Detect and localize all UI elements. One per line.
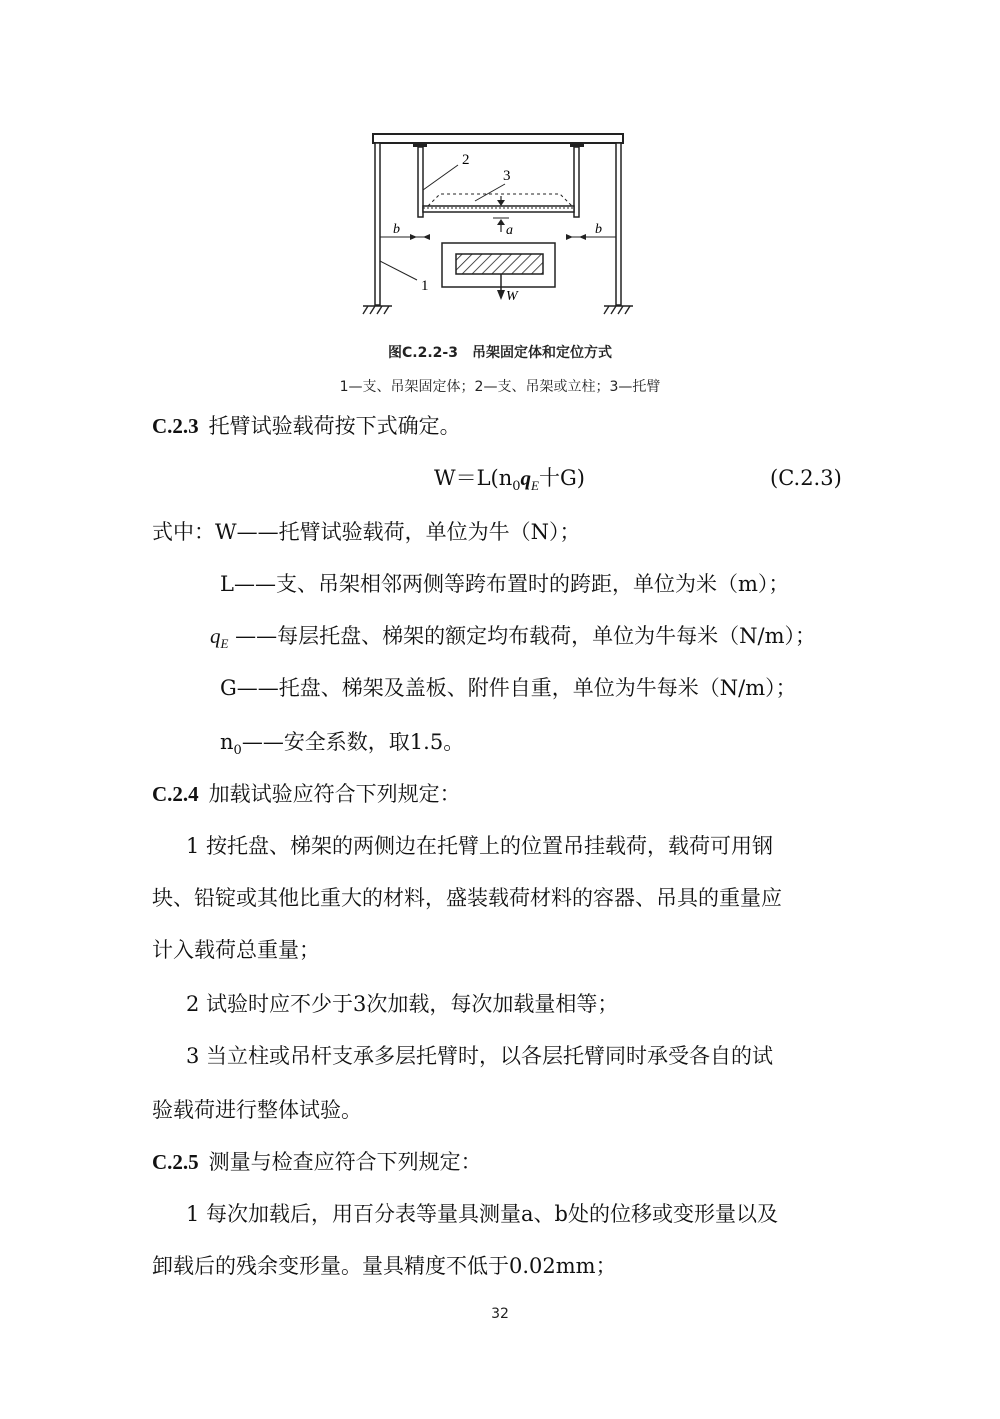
section-text: 托臂试验载荷按下式确定。 [208, 414, 461, 438]
c24-line-1: 1 按托盘、梯架的两侧边在托臂上的位置吊挂载荷，载荷可用钢 [186, 834, 774, 858]
label-2: 2 [462, 152, 470, 168]
label-3: 3 [503, 168, 511, 184]
figure-legend: 1—支、吊架固定体；2—支、吊架或立柱；3—托臂 [339, 379, 661, 395]
left-column [375, 143, 380, 305]
section-text: 加载试验应符合下列规定： [208, 782, 461, 806]
label-1: 1 [421, 278, 429, 294]
var-w: 式中：W——托臂试验载荷，单位为牛（N）； [152, 520, 581, 544]
c24-line-5: 3 当立柱或吊杆支承多层托臂时，以各层托臂同时承受各自的试 [186, 1044, 774, 1068]
section-c23-heading [152, 412, 461, 440]
load-block [456, 254, 543, 274]
right-column [616, 143, 621, 305]
label-a: a [506, 223, 513, 238]
page-number: 32 [491, 1306, 509, 1322]
label-b-left: b [393, 222, 400, 237]
label-w: W [506, 289, 518, 304]
var-qe: $q_E$ ——每层托盘、梯架的额定均布载荷，单位为牛每米（N/m）； [210, 624, 816, 652]
section-c25-heading [152, 1148, 482, 1176]
c24-line-4: 2 试验时应不少于3次加载，每次加载量相等； [186, 992, 619, 1016]
c24-line-6: 验载荷进行整体试验。 [152, 1098, 362, 1122]
section-c24-heading [152, 780, 461, 808]
c24-line-3: 计入载荷总重量； [152, 938, 320, 962]
var-n0: $n_0——$安全系数，取1.5。 [220, 730, 465, 759]
formula: $W=L(n_0q_E$十G) [434, 466, 585, 495]
top-beam [373, 134, 623, 143]
section-number: C.2.4 [152, 782, 199, 806]
section-number: C.2.5 [152, 1150, 199, 1174]
c25-line-1: 1 每次加载后，用百分表等量具测量a、b处的位移或变形量以及 [186, 1202, 778, 1226]
var-g: G——托盘、梯架及盖板、附件自重，单位为牛每米（N/m）； [220, 676, 797, 700]
section-number: C.2.3 [152, 414, 199, 438]
figure-caption: 图C.2.2-3 吊架固定体和定位方式 [388, 345, 612, 361]
section-text: 测量与检查应符合下列规定： [208, 1150, 482, 1174]
var-l: L——支、吊架相邻两侧等跨布置时的跨距，单位为米（m）； [220, 572, 790, 596]
bracket-arm [423, 206, 574, 212]
formula-number: (C.2.3) [770, 466, 842, 490]
hanger-diagram [360, 128, 640, 323]
c25-line-2: 卸载后的残余变形量。量具精度不低于0.02mm； [152, 1254, 617, 1278]
c24-line-2: 块、铅锭或其他比重大的材料，盛装载荷材料的容器、吊具的重量应 [152, 886, 782, 910]
label-b-right: b [595, 222, 602, 237]
